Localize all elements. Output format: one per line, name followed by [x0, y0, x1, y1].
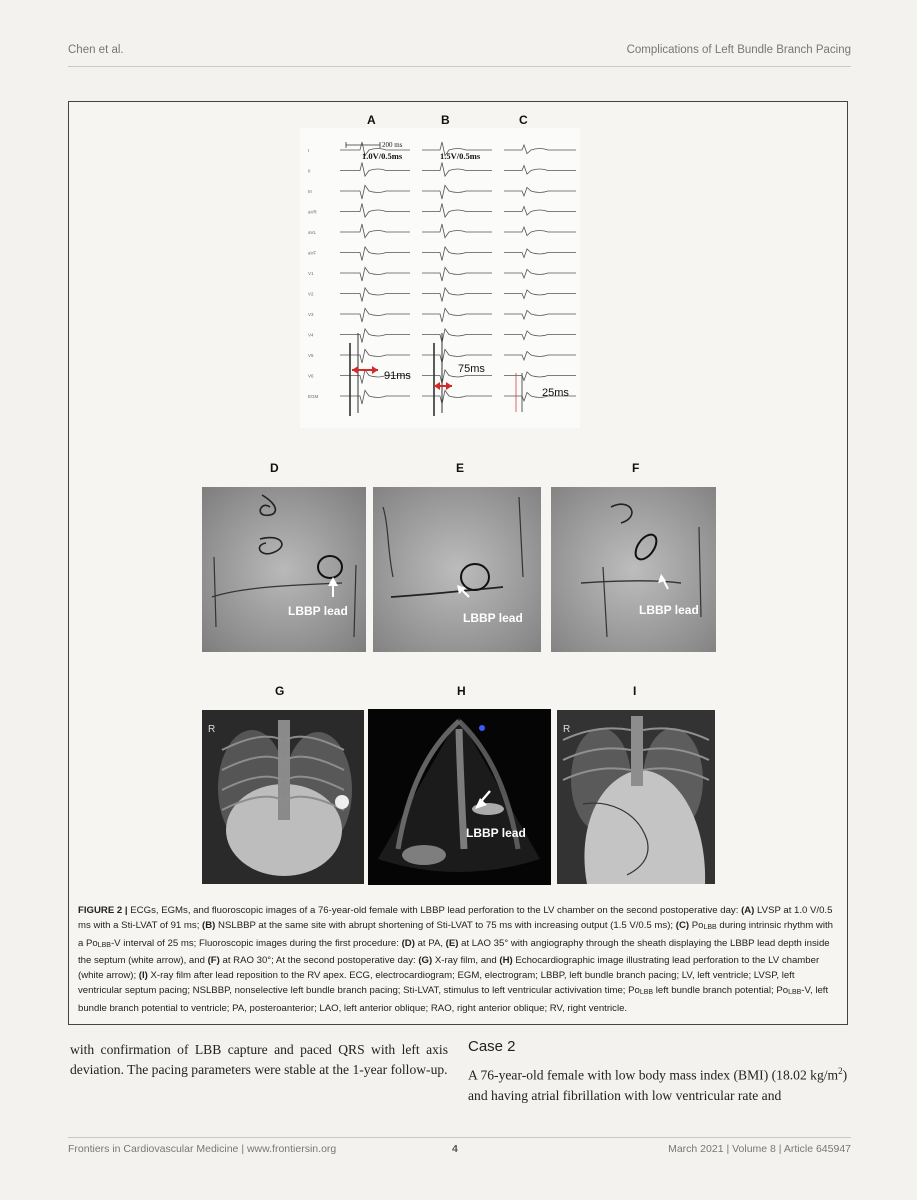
body-text: A 76-year-old female with low body mass index (BMI) (18.02 kg/m [468, 1067, 839, 1083]
ecg-lead-name: V6 [308, 373, 314, 379]
interval-label-b: 75ms [458, 363, 485, 375]
caption-text: Po [689, 920, 704, 932]
caption-label: FIGURE 2 | [78, 905, 128, 916]
caption-text: ECGs, EGMs, and fluoroscopic images of a 76-year-old female with LBBP lead perforation to the LV chamber on the second postoperative day: [127, 905, 742, 916]
body-paragraph-right [468, 1061, 850, 1106]
interval-label-c: 25ms [542, 387, 569, 399]
ecg-trace [504, 270, 576, 279]
ecg-trace [504, 227, 576, 236]
ecg-trace [340, 163, 410, 177]
ecg-trace [340, 288, 410, 302]
fluoroscopy-image-f [551, 487, 716, 652]
panel-label-b: B [441, 113, 450, 127]
ecg-lead-name: V5 [308, 353, 314, 358]
panel-label-e: E [456, 461, 465, 475]
ecg-trace [504, 331, 576, 340]
caption-text: Echocardiographic image illustrating lead perforation to the LV chamber (white arrow); [78, 954, 820, 982]
caption-subscript: LBB [788, 989, 802, 997]
caption-panel-ref: (B) [202, 920, 216, 932]
interval-arrowhead-b [434, 382, 440, 390]
footer-issue: March 2021 | Volume 8 | Article 645947 [668, 1143, 851, 1155]
caption-text: left bundle branch potential; Po [653, 985, 789, 997]
ecg-trace [340, 308, 410, 322]
caption-subscript: LBB [639, 989, 654, 997]
interval-label-a: 91ms [384, 370, 411, 382]
ecg-trace [422, 267, 492, 281]
ecg-trace [504, 372, 576, 381]
ecg-trace [340, 185, 410, 199]
caption-panel-ref: (C) [675, 920, 690, 932]
ecg-tracings-abc [300, 128, 580, 428]
ecg-lead-name: EGM [308, 394, 319, 399]
ecg-lead-name: V3 [308, 312, 314, 317]
fluoroscopy-image-e [373, 487, 541, 652]
footer-rule [68, 1137, 851, 1138]
ecg-lead-name: II [308, 168, 311, 174]
caption-panel-ref: (D) [401, 937, 415, 949]
footer-page-number: 4 [452, 1143, 458, 1155]
ecg-lead-name: V4 [308, 332, 314, 338]
ecg-trace [504, 352, 576, 361]
xray-marker-i: R [563, 724, 571, 735]
ecg-trace [340, 267, 410, 281]
caption-panel-ref: (E) [445, 937, 459, 949]
fluoroscopy-image-d [202, 487, 366, 652]
caption-text: NSLBBP at the same site with abrupt shortening of Sti-LVAT to 75 ms with increasing output (1.5 V/0.5 ms); [215, 920, 676, 932]
ecg-trace [422, 163, 492, 177]
interval-arrowhead-a [352, 366, 358, 374]
ecg-lead-name: aVL [308, 230, 317, 235]
caption-text: -V, left bundle branch potential to ventricle; PA, posteroanterior; LAO, left anterior oblique; RAO, right anterior oblique; RV, right ventricle. [78, 985, 829, 1014]
ecg-trace [504, 166, 576, 175]
ecg-lead-name: aVF [308, 250, 317, 256]
section-heading-case-2: Case 2 [468, 1038, 516, 1055]
panel-label-d: D [270, 461, 279, 475]
ecg-trace [504, 311, 576, 320]
chest-xray-image-g [202, 710, 364, 884]
caption-text: X-ray film, and [432, 954, 500, 966]
body-paragraph-left: with confirmation of LBB capture and paced QRS with left axis deviation. The pacing parameters were stable at the 1-year follow-up. [70, 1042, 448, 1077]
ecg-trace [504, 207, 576, 216]
ecg-trace [422, 185, 492, 199]
caption-text: at RAO 30°; At the second postoperative day: [219, 954, 419, 966]
ecg-lead-name: III [308, 189, 312, 194]
caption-text: at LAO 35° with angiography through the sheath displaying the LBBP lead depth inside the septum (white arrow), and [78, 937, 830, 966]
output-label-b: 1.5V/0.5ms [440, 151, 481, 161]
caption-subscript: LBB [703, 924, 717, 932]
caption-text: -V interval of 25 ms; Fluoroscopic images during the first procedure: [110, 937, 402, 949]
caption-text: during intrinsic rhythm with a Po [78, 920, 833, 949]
interval-arrowhead-b [446, 382, 452, 390]
scale-bar-label: 200 ms [382, 141, 403, 149]
ecg-trace [504, 249, 576, 258]
ecg-trace [504, 145, 576, 154]
caption-panel-ref: (F) [207, 954, 220, 966]
ecg-lead-name: I [308, 148, 310, 153]
chest-xray-image-i [557, 710, 715, 884]
ecg-trace [340, 204, 410, 218]
ecg-trace [340, 329, 410, 343]
lead-label-d: LBBP lead [288, 604, 348, 618]
ecg-lead-name: V2 [308, 291, 314, 297]
panel-label-f: F [632, 461, 640, 475]
ecg-lead-name: V1 [308, 271, 314, 276]
ecg-trace [422, 329, 492, 343]
caption-panel-ref: (H) [499, 954, 513, 966]
caption-panel-ref: (G) [418, 954, 433, 966]
output-label-a: 1.0V/0.5ms [362, 151, 403, 161]
lead-label-f: LBBP lead [639, 603, 699, 617]
header-running-title: Complications of Left Bundle Branch Pacing [626, 44, 851, 56]
ecg-trace [504, 188, 576, 197]
lead-name-column [308, 148, 319, 399]
ecg-trace [422, 224, 492, 238]
lead-label-e: LBBP lead [463, 611, 523, 625]
panel-label-c: C [519, 113, 528, 127]
panel-label-a: A [367, 113, 376, 127]
ecg-trace [340, 247, 410, 261]
ecg-trace [422, 349, 492, 363]
body-superscript: 2 [838, 1066, 843, 1076]
caption-panel-ref: (I) [138, 970, 148, 982]
caption-panel-ref: (A) [741, 905, 755, 916]
ecg-trace [422, 308, 492, 322]
xray-marker-g: R [208, 724, 216, 735]
ecg-lead-name: aVR [308, 209, 317, 215]
header-authors: Chen et al. [68, 44, 124, 56]
caption-subscript: LBB [97, 941, 111, 949]
figure-caption [78, 903, 840, 1016]
ecg-trace [422, 247, 492, 261]
caption-text: at PA, [414, 937, 446, 949]
echocardiogram-image-h [368, 709, 551, 885]
panel-label-i: I [633, 684, 637, 698]
panel-label-g: G [275, 684, 285, 698]
caption-text: LVSP at 1.0 V/0.5 ms with a Sti-LVAT of 91 ms; [78, 905, 833, 932]
panel-label-h: H [457, 684, 466, 698]
ecg-trace [504, 290, 576, 299]
ecg-trace [340, 224, 410, 238]
ecg-trace [422, 204, 492, 218]
interval-arrowhead-a [372, 366, 378, 374]
body-text: ) and having atrial fibrillation with low ventricular rate and [468, 1067, 848, 1103]
lead-label-h: LBBP lead [466, 826, 526, 840]
ecg-trace [422, 288, 492, 302]
footer-journal: Frontiers in Cardiovascular Medicine | www.frontiersin.org [68, 1143, 337, 1155]
header-rule [68, 66, 851, 67]
caption-text: X-ray film after lead reposition to the RV apex. ECG, electrocardiogram; EGM, electrogram; LBBP, left bundle branch pacing; LV, left ventricle; LVSP, left ventricular septum pacing; NSLBBP, nonselective left bundle branch pacing; Sti-LVAT, stimulus to left ventricular activivation time; Po [78, 970, 795, 997]
ecg-trace [422, 390, 492, 404]
